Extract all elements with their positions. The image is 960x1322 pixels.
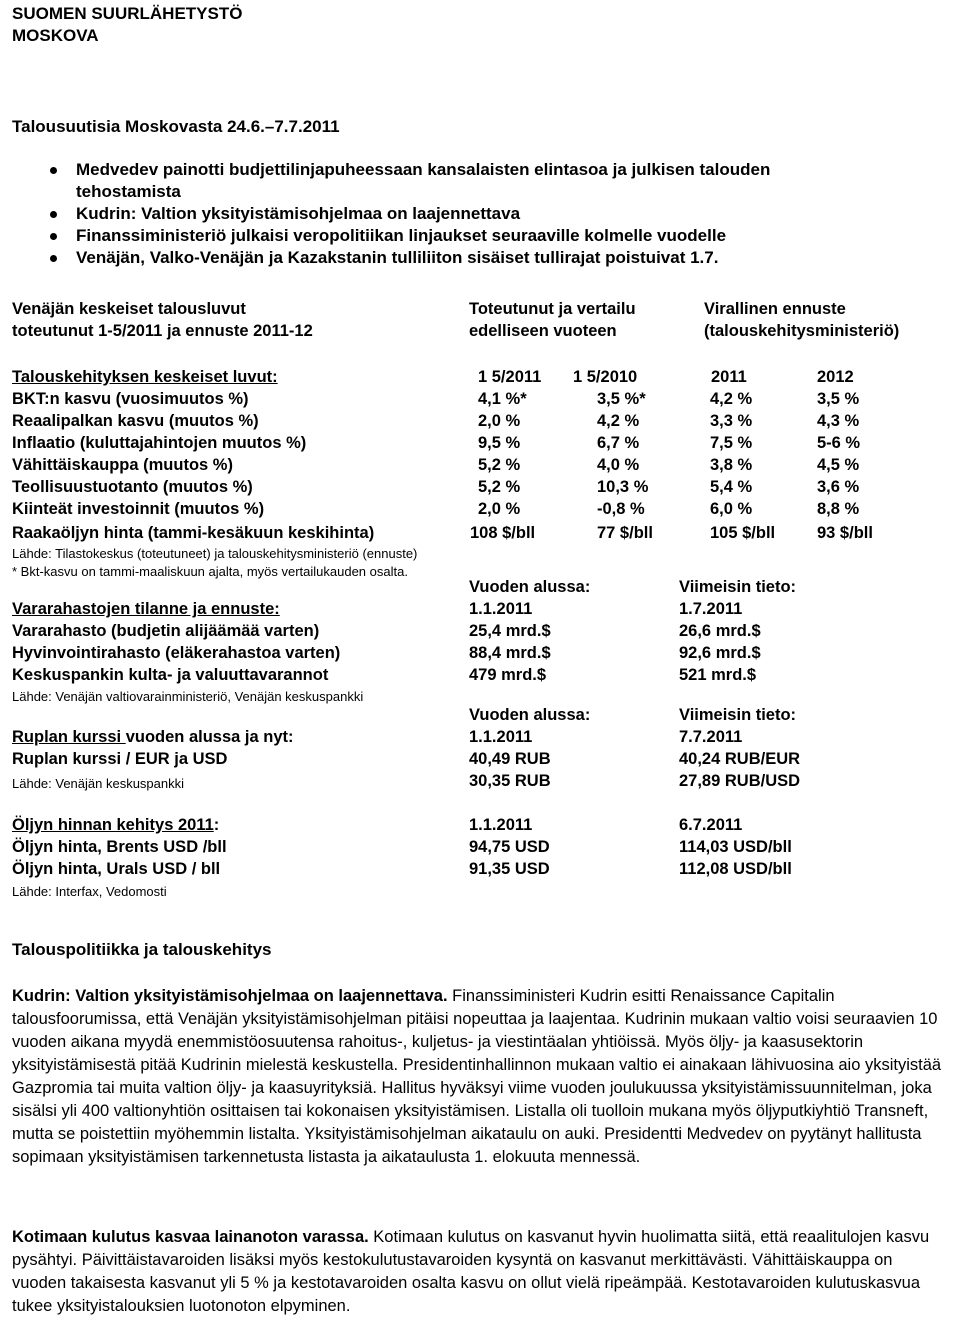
row-label: Vähittäiskauppa (muutos %) <box>12 456 233 474</box>
section-title: Talouspolitiikka ja talouskehitys <box>12 940 272 959</box>
cell-value: 5,4 % <box>710 478 753 496</box>
cell-value: 4,1 %* <box>478 390 527 408</box>
cell-value: 105 $/bll <box>710 524 776 542</box>
table-header-right: Virallinen ennuste <box>704 300 846 318</box>
cell-value: 112,08 USD/bll <box>679 860 792 878</box>
econ-col-header: 1 5/2010 <box>573 368 638 386</box>
cell-value: 77 $/bll <box>597 524 653 542</box>
cell-value: 5,2 % <box>478 478 521 496</box>
cell-value: 5-6 % <box>817 434 861 452</box>
ruble-heading <box>12 728 294 747</box>
row-label: Öljyn hinta, Brents USD /bll <box>12 838 227 856</box>
ruble-heading-rest: vuoden alussa ja nyt: <box>125 728 294 746</box>
paragraph-lead: Kudrin: Valtion yksityistämisohjelmaa on laajennettava. <box>12 987 448 1005</box>
cell-value: 3,5 % <box>817 390 860 408</box>
econ-col-header: 2012 <box>817 368 854 386</box>
source-note: Lähde: Interfax, Vedomosti <box>12 884 167 899</box>
list-item: Venäjän, Valko-Venäjän ja Kazakstanin tulliliiton sisäiset tullirajat poistuivat 1.7. <box>76 248 719 267</box>
oil-heading-underlined: Öljyn hinnan kehitys 2011 <box>12 816 214 834</box>
econ-col-header: 2011 <box>711 368 747 386</box>
cell-value: 4,0 % <box>597 456 640 474</box>
bullet-dot <box>50 255 57 262</box>
article-paragraph <box>12 1226 942 1318</box>
cell-value: 25,4 mrd.$ <box>469 622 551 640</box>
cell-value: 26,6 mrd.$ <box>679 622 761 640</box>
cell-value: 2,0 % <box>478 412 521 430</box>
cell-value: 114,03 USD/bll <box>679 838 792 856</box>
embassy-name: SUOMEN SUURLÄHETYSTÖ <box>12 4 243 23</box>
table-header-mid-sub: edelliseen vuoteen <box>469 322 617 340</box>
source-note: Lähde: Tilastokeskus (toteutuneet) ja talouskehitysministeriö (ennuste) <box>12 546 418 561</box>
cell-value: 3,6 % <box>817 478 860 496</box>
source-note: Lähde: Venäjän keskuspankki <box>12 776 185 791</box>
paragraph-body: Finanssiministeri Kudrin esitti Renaissance Capitalin talousfoorumissa, että Venäjän yksityistämisohjelman pitäisi nopeuttaa ja laajentaa. Kudrinin mukaan valtio voisi seuraavien 10 vuoden aikana myydä enemmistöosuutensa rahoitus-, kuljetus- ja viestintäalan yhtiöissä. Myös öljy- ja kaasusektorin yksityistämisestä pitää Kudrinin mielestä keskustella. Presidentinhallinnon mukaan valtio ei ainakaan lähivuosina aio yksityistää Gazpromia tai muita valtion öljy- ja kaasuyrityksiä. Hallitus hyväksyi viime vuoden joulukuussa yksityistämissuunnitelman, joka sisälsi yli 400 valtionyhtiön osittaisen tai kokonaisen yksityistämisen. Listalla oli tuolloin mukana myös öljyputkiyhtiö Transneft, mutta se poistettiin myöhemmin listalta. Yksityistämisohjelman aikataulu on auki. Presidentti Medvedev on pyytänyt hallitusta sopimaan yksityistämisen tarkennetusta listasta ja aikataulusta 1. elokuuta mennessä. <box>12 987 942 1166</box>
cell-value: 1.1.2011 <box>469 816 533 834</box>
row-label: Kiinteät investoinnit (muutos %) <box>12 500 265 518</box>
cell-value: 4,5 % <box>817 456 860 474</box>
reserves-heading: Vararahastojen tilanne ja ennuste: <box>12 600 280 618</box>
cell-value: 108 $/bll <box>470 524 536 542</box>
cell-value: -0,8 % <box>597 500 645 518</box>
cell-value: 5,2 % <box>478 456 521 474</box>
oil-heading <box>12 816 219 835</box>
row-label: Öljyn hinta, Urals USD / bll <box>12 860 221 878</box>
cell-value: 3,5 %* <box>597 390 646 408</box>
article-paragraph <box>12 985 942 1169</box>
oil-heading-colon: : <box>213 816 220 834</box>
cell-value: 7.7.2011 <box>679 728 743 746</box>
list-item: Kudrin: Valtion yksityistämisohjelmaa on laajennettava <box>76 204 521 223</box>
cell-value: 27,89 RUB/USD <box>679 772 801 790</box>
cell-value: 6.7.2011 <box>679 816 743 834</box>
ruble-heading-underlined: Ruplan kurssi <box>12 728 126 746</box>
cell-value: 10,3 % <box>597 478 649 496</box>
table-header-left: Venäjän keskeiset talousluvut <box>12 300 246 318</box>
row-label: Vararahasto (budjetin alijäämää varten) <box>12 622 320 640</box>
bullet-dot <box>50 167 57 174</box>
row-label: BKT:n kasvu (vuosimuutos %) <box>12 390 249 408</box>
cell-value: 9,5 % <box>478 434 521 452</box>
col-header-start: Vuoden alussa: <box>469 706 591 724</box>
list-item: Finanssiministeriö julkaisi veropolitiikan linjaukset seuraaville kolmelle vuodelle <box>76 226 727 245</box>
cell-value: 6,7 % <box>597 434 640 452</box>
paragraph-lead: Kotimaan kulutus kasvaa lainanoton varassa. <box>12 1228 369 1246</box>
cell-value: 479 mrd.$ <box>469 666 547 684</box>
col-header-latest: Viimeisin tieto: <box>679 706 797 724</box>
row-label: Inflaatio (kuluttajahintojen muutos %) <box>12 434 307 452</box>
row-label: Reaalipalkan kasvu (muutos %) <box>12 412 259 430</box>
cell-value: 2,0 % <box>478 500 521 518</box>
cell-value: 1.1.2011 <box>469 600 533 618</box>
table-header-left-sub: toteutunut 1-5/2011 ja ennuste 2011-12 <box>12 322 313 340</box>
row-label: Raakaöljyn hinta (tammi-kesäkuun keskihinta) <box>12 524 375 542</box>
cell-value: 7,5 % <box>710 434 753 452</box>
row-label: Keskuspankin kulta- ja valuuttavarannot <box>12 666 329 684</box>
cell-value: 91,35 USD <box>469 860 550 878</box>
table-header-mid: Toteutunut ja vertailu <box>469 300 636 318</box>
cell-value: 4,2 % <box>597 412 640 430</box>
cell-value: 4,2 % <box>710 390 753 408</box>
embassy-city: MOSKOVA <box>12 26 99 45</box>
cell-value: 93 $/bll <box>817 524 873 542</box>
list-item-continuation: tehostamista <box>76 182 181 201</box>
col-header-latest: Viimeisin tieto: <box>679 578 797 596</box>
bullet-dot <box>50 211 57 218</box>
cell-value: 1.7.2011 <box>679 600 743 618</box>
cell-value: 1.1.2011 <box>469 728 533 746</box>
table-header-right-sub: (talouskehitysministeriö) <box>704 322 900 340</box>
cell-value: 4,3 % <box>817 412 860 430</box>
row-label: Hyvinvointirahasto (eläkerahastoa varten) <box>12 644 341 662</box>
cell-value: 521 mrd.$ <box>679 666 757 684</box>
cell-value: 92,6 mrd.$ <box>679 644 761 662</box>
source-note: Lähde: Venäjän valtiovarainministeriö, Venäjän keskuspankki <box>12 689 364 704</box>
cell-value: 3,3 % <box>710 412 753 430</box>
cell-value: 6,0 % <box>710 500 753 518</box>
cell-value: 3,8 % <box>710 456 753 474</box>
document-title: Talousuutisia Moskovasta 24.6.–7.7.2011 <box>12 117 340 136</box>
paragraph-body: Kotimaan kulutus on kasvanut hyvin huolimatta siitä, että reaalitulojen kasvu pysähtyi. Päivittäistavaroiden lisäksi myös kestokulutustavaroiden kysyntä on kasvanut merkittävästi. Vähittäiskauppa on vuoden takaisesta kasvanut yli 5 % ja kestotavaroiden osalta kasvu on ollut vielä ripeämpää. Kestotavaroiden kulutuskasvua tukee yksityistalouksien luotonoton elpyminen. <box>12 1228 930 1315</box>
cell-value: 40,24 RUB/EUR <box>679 750 801 768</box>
row-label: Ruplan kurssi / EUR ja USD <box>12 750 228 768</box>
cell-value: 8,8 % <box>817 500 860 518</box>
cell-value: 88,4 mrd.$ <box>469 644 551 662</box>
cell-value: 30,35 RUB <box>469 772 551 790</box>
bullet-dot <box>50 233 57 240</box>
cell-value: 94,75 USD <box>469 838 550 856</box>
list-item: Medvedev painotti budjettilinjapuheessaan kansalaisten elintasoa ja julkisen talouden <box>76 160 771 179</box>
econ-heading: Talouskehityksen keskeiset luvut: <box>12 368 278 386</box>
econ-col-header: 1 5/2011 <box>478 368 542 386</box>
col-header-start: Vuoden alussa: <box>469 578 591 596</box>
cell-value: 40,49 RUB <box>469 750 551 768</box>
row-label: Teollisuustuotanto (muutos %) <box>12 478 253 496</box>
footnote: * Bkt-kasvu on tammi-maaliskuun ajalta, myös vertailukauden osalta. <box>12 564 408 579</box>
